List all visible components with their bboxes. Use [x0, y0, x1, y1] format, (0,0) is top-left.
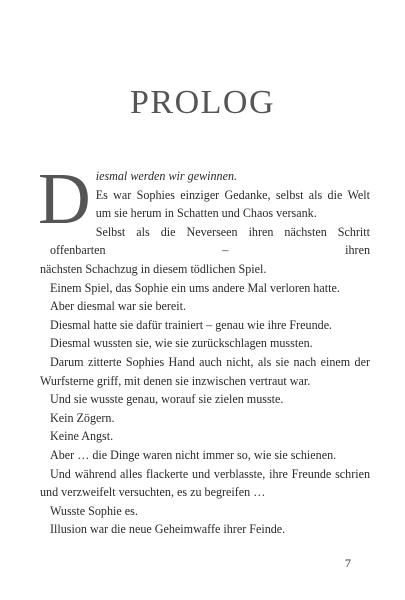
- text-line: Darum zitterte Sophies Hand auch nicht, als sie nach einem der: [50, 354, 370, 369]
- text-line: Und sie wusste genau, worauf sie zielen musste.: [50, 392, 284, 407]
- text-line: Wurfsterne griff, mit denen sie inzwischen vertraut war.: [40, 373, 311, 388]
- text-line: Kein Zögern.: [50, 410, 115, 425]
- text-line: Aber … die Dinge waren nicht immer so, wie sie schienen.: [50, 447, 337, 462]
- text-line: um sie herum in Schatten und Chaos versank.: [95, 206, 317, 221]
- chapter-title: PROLOG: [129, 84, 276, 121]
- text-line: Diesmal wussten sie, wie sie zurückschlagen mussten.: [50, 336, 313, 351]
- text-line: Aber diesmal war sie bereit.: [50, 299, 187, 314]
- text-line: iesmal werden wir gewinnen.: [95, 169, 238, 183]
- text-line: Diesmal hatte sie dafür trainiert – genau wie ihre Freunde.: [50, 317, 333, 332]
- chapter-body: [38, 158, 370, 539]
- page-number: 7: [345, 556, 351, 570]
- text-line: Selbst als die Neverseen ihren nächsten Schritt offenbarten – ihren: [50, 224, 370, 258]
- text-line: nächsten Schachzug in diesem tödlichen Spiel.: [40, 261, 267, 276]
- text-line: Keine Angst.: [50, 429, 114, 444]
- text-line: Und während alles flackerte und verblasste, ihre Freunde schrien: [50, 466, 370, 481]
- drop-cap: D: [38, 158, 91, 239]
- text-line: und verzweifelt versuchten, es zu begreifen …: [40, 485, 266, 500]
- text-line: Es war Sophies einziger Gedanke, selbst als die Welt: [95, 187, 370, 202]
- text-line: Wusste Sophie es.: [50, 503, 138, 518]
- text-line: Einem Spiel, das Sophie ein ums andere Mal verloren hatte.: [50, 280, 340, 295]
- text-line: Illusion war die neue Geheimwaffe ihrer Feinde.: [50, 522, 286, 537]
